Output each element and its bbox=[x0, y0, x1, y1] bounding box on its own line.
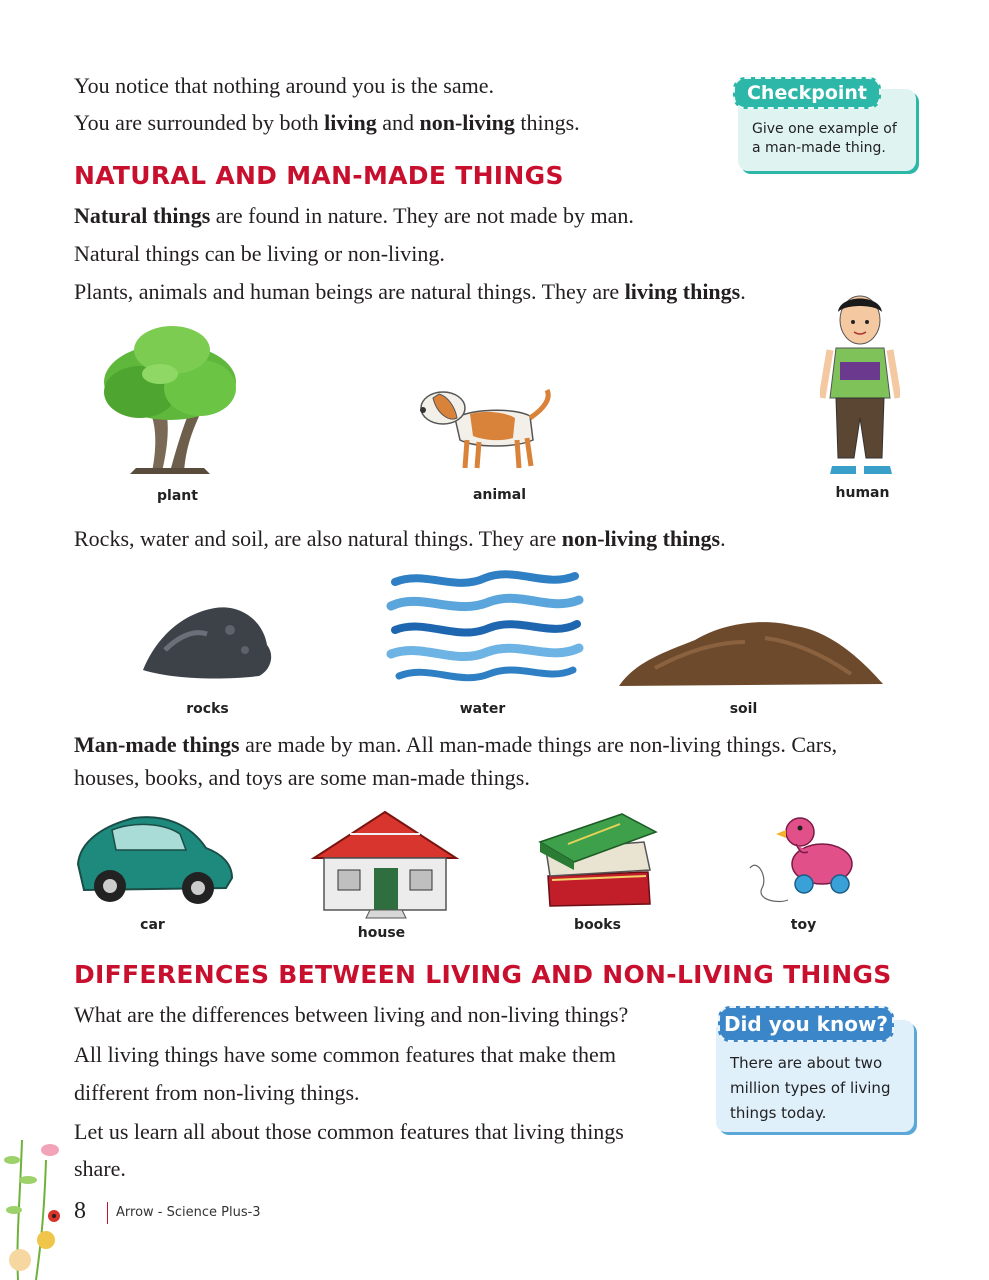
bold-text: living bbox=[324, 110, 377, 135]
section-heading-natural: NATURAL AND MAN-MADE THINGS bbox=[74, 161, 564, 190]
para-natural-3 bbox=[74, 279, 746, 305]
para-manmade-2: houses, books, and toys are some man-made things. bbox=[74, 765, 530, 790]
did-you-know-title: Did you know? bbox=[718, 1006, 894, 1042]
house-icon bbox=[310, 808, 460, 920]
caption-rocks: rocks bbox=[186, 701, 229, 717]
text: You are surrounded by both bbox=[74, 110, 325, 135]
para-manmade-1 bbox=[74, 732, 837, 758]
text: and bbox=[376, 110, 420, 135]
bold-text: non-living things bbox=[561, 526, 721, 551]
did-you-know-line-1: There are about two bbox=[730, 1054, 883, 1072]
text: are found in nature. They are not made by man. bbox=[210, 203, 634, 228]
checkpoint-title: Checkpoint bbox=[733, 77, 881, 109]
para-diff-4: Let us learn all about those common features that living things bbox=[74, 1119, 624, 1144]
text: Plants, animals and human beings are natural things. They are bbox=[74, 279, 625, 304]
para-diff-2: All living things have some common features that make them bbox=[74, 1042, 616, 1067]
checkpoint-box bbox=[733, 77, 923, 177]
caption-books: books bbox=[574, 917, 621, 933]
para-diff-1: What are the differences between living and non-living things? bbox=[74, 1002, 629, 1027]
bold-text: Man-made things bbox=[74, 732, 240, 757]
section-heading-differences: DIFFERENCES BETWEEN LIVING AND NON-LIVING THINGS bbox=[74, 960, 892, 989]
text: things. bbox=[514, 110, 580, 135]
caption-car: car bbox=[140, 917, 165, 933]
books-icon bbox=[538, 810, 660, 910]
caption-toy: toy bbox=[790, 917, 817, 933]
flower-decoration-icon bbox=[0, 1100, 72, 1280]
text: Rocks, water and soil, are also natural things. They are bbox=[74, 526, 562, 551]
caption-plant: plant bbox=[157, 488, 198, 504]
book-title: Arrow - Science Plus-3 bbox=[116, 1205, 261, 1220]
caption-water: water bbox=[459, 701, 506, 717]
footer-divider bbox=[107, 1202, 108, 1224]
checkpoint-text-2: a man-made thing. bbox=[752, 140, 886, 156]
caption-animal: animal bbox=[472, 487, 527, 503]
caption-house: house bbox=[357, 925, 406, 941]
para-diff-3: different from non-living things. bbox=[74, 1080, 360, 1105]
caption-soil: soil bbox=[729, 701, 758, 717]
rock-icon bbox=[135, 600, 280, 685]
checkpoint-text-1: Give one example of bbox=[752, 121, 897, 137]
intro-line-1: You notice that nothing around you is the same. bbox=[74, 73, 494, 98]
duck-toy-icon bbox=[748, 808, 858, 914]
soil-mound-icon bbox=[615, 612, 887, 692]
caption-human: human bbox=[835, 485, 890, 501]
text: are made by man. All man-made things are non-living things. Cars, bbox=[239, 732, 838, 757]
tree-icon bbox=[100, 322, 240, 480]
bold-text: Natural things bbox=[74, 203, 211, 228]
para-natural-1 bbox=[74, 203, 634, 229]
waves-icon bbox=[385, 562, 585, 692]
text: . bbox=[740, 279, 746, 304]
para-nonliving bbox=[74, 526, 726, 552]
para-diff-5: share. bbox=[74, 1156, 126, 1181]
did-you-know-line-3: things today. bbox=[730, 1104, 827, 1122]
bold-text: living things bbox=[624, 279, 741, 304]
page-number: 8 bbox=[74, 1198, 86, 1224]
intro-line-2 bbox=[74, 110, 580, 136]
did-you-know-box bbox=[716, 1006, 921, 1136]
car-icon bbox=[72, 808, 237, 908]
dog-icon bbox=[415, 378, 560, 473]
bold-text: non-living bbox=[419, 110, 515, 135]
boy-icon bbox=[820, 290, 900, 488]
para-natural-2: Natural things can be living or non-living. bbox=[74, 241, 445, 266]
text: . bbox=[720, 526, 726, 551]
did-you-know-line-2: million types of living bbox=[730, 1079, 891, 1097]
